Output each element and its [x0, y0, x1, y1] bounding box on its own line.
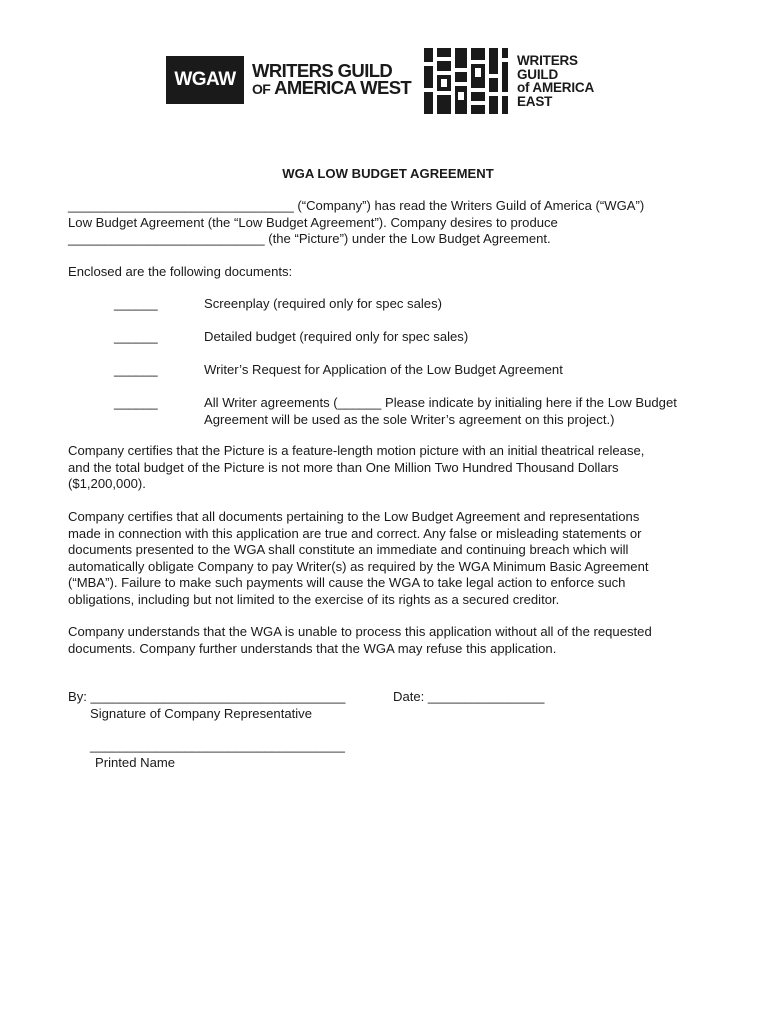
- wgaw-logo-line1: WRITERS GUILD: [252, 60, 393, 81]
- wgae-logo-line1: WRITERS: [517, 53, 578, 68]
- enclosed-item-text: Screenplay (required only for spec sales): [204, 296, 442, 311]
- paragraph-line: automatically obligate Company to pay Writer(s) as required by the WGA Minimum Basic Agreement: [68, 558, 649, 574]
- certification-paragraph-2: [68, 509, 708, 608]
- wgaw-logo-line2: OF AMERICA WEST: [252, 77, 412, 98]
- enclosed-item-text: Writer’s Request for Application of the Low Budget Agreement: [204, 362, 563, 377]
- intro-line: _______________________________ (“Company”) has read the Writers Guild of America (“WGA”): [68, 198, 645, 213]
- paragraph-line: Company certifies that all documents pertaining to the Low Budget Agreement and representations: [68, 509, 640, 524]
- wgaw-logo-mark: WGAW: [166, 56, 244, 104]
- signature-caption: Signature of Company Representative: [90, 706, 312, 721]
- paragraph-line: (“MBA”). Failure to make such payments will cause the WGA to take legal action to enforce such: [68, 575, 626, 590]
- understanding-paragraph: [68, 624, 708, 657]
- paragraph-line: made in connection with this application are true and correct. Any false or misleading statements or: [68, 525, 642, 541]
- initial-blank: ______: [114, 395, 158, 410]
- enclosed-heading: Enclosed are the following documents:: [68, 264, 293, 279]
- wgae-logo: [422, 46, 594, 116]
- wgae-logo-line4: EAST: [517, 93, 553, 109]
- intro-line: ___________________________ (the “Picture”) under the Low Budget Agreement.: [68, 231, 551, 246]
- initial-blank: ______: [114, 296, 158, 311]
- initial-blank: ______: [114, 329, 158, 344]
- wgaw-logo-wordmark: [252, 62, 411, 98]
- paragraph-line: documents presented to the WGA shall constitute an immediate and continuing breach which will: [68, 542, 629, 557]
- certification-paragraph-1: [68, 443, 708, 493]
- enclosed-item-text: Detailed budget (required only for spec sales): [204, 329, 469, 344]
- wgae-logo-line2: GUILD: [517, 66, 558, 82]
- paragraph-line: obligations, including but not limited to the exercise of its rights as a secured creditor.: [68, 591, 560, 607]
- signature-field[interactable]: By: ___________________________________: [68, 689, 346, 704]
- enclosed-item-text: All Writer agreements (______ Please indicate by initialing here if the Low Budget Agreement will be used as the sole Writer’s agreement on this project.): [204, 395, 677, 427]
- wgae-logo-line3: of AMERICA: [517, 80, 594, 95]
- initial-blank: ______: [114, 362, 158, 377]
- wgae-logo-wordmark: [517, 54, 594, 108]
- paragraph-line: and the total budget of the Picture is not more than One Million Two Hundred Thousand Dollars: [68, 459, 619, 475]
- date-field[interactable]: Date: ________________: [393, 689, 545, 704]
- intro-line: Low Budget Agreement (the “Low Budget Agreement”). Company desires to produce: [68, 214, 558, 230]
- paragraph-line: documents. Company further understands that the WGA may refuse this application.: [68, 640, 557, 656]
- paragraph-line: ($1,200,000).: [68, 476, 146, 491]
- paragraph-line: Company understands that the WGA is unable to process this application without all of the requested: [68, 624, 652, 639]
- document-title: WGA LOW BUDGET AGREEMENT: [282, 166, 494, 181]
- wgae-grid-mark-icon: [422, 46, 510, 116]
- paragraph-line: Company certifies that the Picture is a feature-length motion picture with an initial theatrical release,: [68, 443, 645, 458]
- wgaw-logo: [166, 56, 411, 104]
- printed-name-field[interactable]: ___________________________________: [90, 738, 345, 753]
- printed-name-caption: Printed Name: [95, 755, 176, 770]
- intro-paragraph: [68, 198, 708, 248]
